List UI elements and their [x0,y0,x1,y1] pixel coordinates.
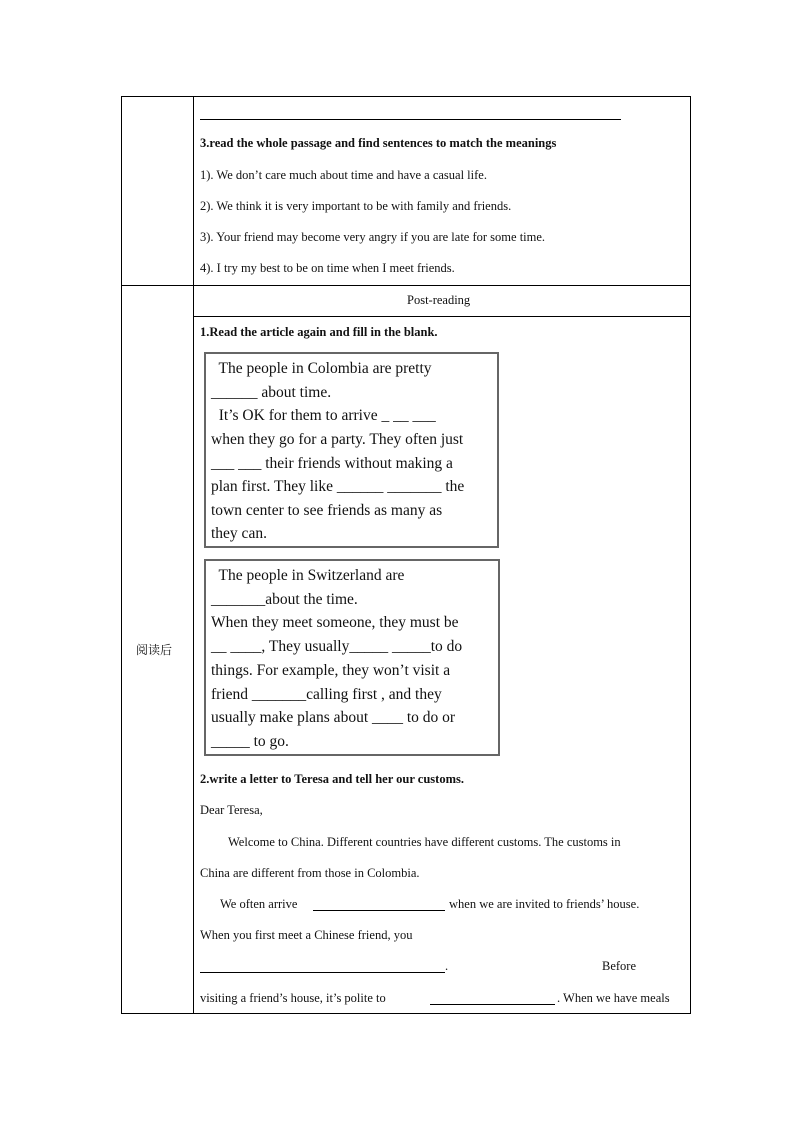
answer-line [200,119,621,120]
box1-line: It’s OK for them to arrive _ __ ___ [211,407,436,424]
letter-p1-line1: Welcome to China. Different countries have different customs. The customs in [228,835,621,849]
blank-first-meet [200,972,445,973]
letter-salutation: Dear Teresa, [200,803,263,817]
colombia-box [204,352,499,548]
letter-p2-mid: when we are invited to friends’ house. [449,897,640,911]
letter-before: Before [602,959,637,973]
post-reading-title: Post-reading [407,293,471,307]
blank-polite [430,1004,555,1005]
q3-item-4: 4). I try my best to be on time when I meet friends. [200,261,455,275]
box2-line: The people in Switzerland are [211,567,405,584]
box1-line: The people in Colombia are pretty [211,360,432,377]
letter-p3-b: . When we have meals [557,991,670,1005]
letter-p3-a: visiting a friend’s house, it’s polite to [200,991,386,1005]
switzerland-box [204,559,500,756]
box2-line: _______about the time. [211,591,358,608]
q3-item-1: 1). We don’t care much about time and have a casual life. [200,168,487,182]
box1-line: town center to see friends as many as [211,502,443,519]
box1-line: plan first. They like ______ _______ the [211,478,465,495]
task1-heading: 1.Read the article again and fill in the blank. [200,325,438,339]
box2-line: friend _______calling first , and they [211,686,442,703]
box1-line: ______ about time. [211,384,332,401]
box2-line: When they meet someone, they must be [211,614,459,631]
row-label: 阅读后 [136,643,173,657]
box2-line: __ ____, They usually_____ _____to do [211,638,463,655]
task2-heading: 2.write a letter to Teresa and tell her our customs. [200,772,464,786]
box1-line: ___ ___ their friends without making a [211,455,453,472]
q3-heading: 3.read the whole passage and find sentences to match the meanings [200,136,557,150]
box2-line: usually make plans about ____ to do or [211,709,456,726]
box2-line: _____ to go. [211,733,289,750]
q3-item-3: 3). Your friend may become very angry if you are late for some time. [200,230,546,244]
letter-p2-line2: When you first meet a Chinese friend, you [200,928,413,942]
q3-item-2: 2). We think it is very important to be with family and friends. [200,199,512,213]
letter-p2-end: . [445,959,449,973]
letter-p1-line2: China are different from those in Colombia. [200,866,420,880]
letter-p2-start: We often arrive [220,897,298,911]
blank-arrive [313,910,445,911]
box1-line: they can. [211,525,267,542]
box1-line: when they go for a party. They often just [211,431,464,448]
box2-line: things. For example, they won’t visit a [211,662,451,679]
